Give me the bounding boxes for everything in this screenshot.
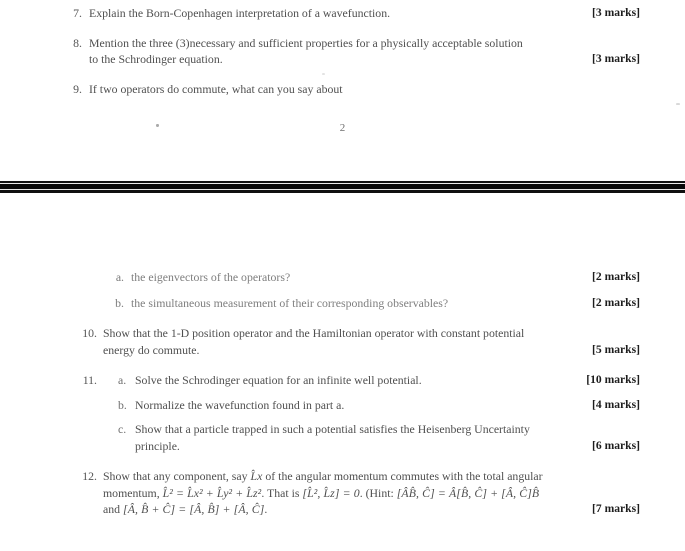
question-body-9: [89, 81, 640, 98]
scan-artifact-speck: [322, 73, 325, 75]
scanned-page-bottom: [0, 193, 685, 551]
question-body-7: [89, 5, 640, 22]
marks-label-11c: [6 marks]: [592, 438, 640, 452]
subpart-label-11a: a.: [118, 373, 127, 387]
question-text-12-line3: [103, 501, 640, 518]
marks-label-11b: [4 marks]: [592, 397, 640, 411]
subpart-text-11a: Solve the Schrodinger equation for an infinite well potential.: [135, 373, 422, 387]
math-expression-commutator-zero: [L̂², L̂z] = 0: [302, 485, 360, 500]
subpart-item-11a: [118, 372, 640, 389]
question-number-10: 10.: [82, 326, 97, 340]
question-text-12-line1-b: of the angular momentum commutes with the total angular: [265, 469, 543, 483]
subpart-label-9a: a.: [115, 270, 124, 284]
question-text-12-line2-c: . (Hint:: [359, 485, 394, 500]
subpart-label-11c: c.: [118, 422, 127, 436]
subpart-text-9a: the eigenvectors of the operators?: [131, 270, 291, 284]
question-text-7: Explain the Born-Copenhagen interpretation of a wavefunction.: [89, 6, 391, 20]
subpart-label-9b: b.: [115, 295, 124, 310]
question-text-12-line3-a: and: [103, 502, 121, 516]
question-item-9: [62, 81, 640, 98]
question-text-12-line1-a: Show that any component, say: [103, 469, 248, 483]
question-item-8: [62, 35, 640, 68]
question-text-12-line2-b: . That is: [261, 485, 300, 500]
scan-artifact-speck: [676, 103, 680, 105]
question-body-8: [89, 35, 640, 68]
marks-label-10: [5 marks]: [592, 342, 640, 356]
question-number-12: 12.: [82, 469, 97, 483]
question-item-11: [78, 372, 640, 454]
subpart-body-11a: [135, 372, 640, 389]
question-text-12-line1: [103, 468, 640, 485]
question-text-12-line3-b: .: [264, 502, 268, 516]
question-text-8-line2: to the Schrodinger equation.: [89, 52, 223, 66]
question-body-10: [103, 325, 640, 358]
subpart-body-9a: [131, 269, 640, 286]
question-body-12: [103, 468, 640, 518]
marks-label-12: [7 marks]: [592, 502, 640, 515]
subpart-item-9a: [115, 269, 640, 286]
subpart-text-9b: the simultaneous measurement of their corresponding observables?: [131, 295, 449, 310]
question-text-9: If two operators do commute, what can you say about: [89, 81, 343, 96]
subpart-text-11c-line2: principle.: [135, 438, 180, 453]
question-text-10-line1: Show that the 1-D position operator and the Hamiltonian operator with constant potential: [103, 326, 525, 340]
math-expression-hint-sum-rule: [Â, B̂ + Ĉ] = [Â, B̂] + [Â, Ĉ]: [123, 502, 265, 516]
marks-label-9b: [2 marks]: [592, 295, 640, 309]
scanned-page-top: [0, 0, 685, 181]
subpart-item-11c: [118, 421, 640, 454]
question-number-9: 9.: [73, 81, 82, 96]
question-number-7: 7.: [73, 6, 82, 20]
math-expression-hint-product-rule: [ÂB̂, Ĉ] = Â[B̂, Ĉ] + [Â, Ĉ]B̂: [396, 485, 540, 500]
continued-subpart-list: [115, 269, 640, 320]
question-item-7: [62, 5, 640, 22]
math-expression-lx: L̂x: [250, 469, 263, 483]
question-number-8: 8.: [73, 35, 82, 50]
question-list-bottom: [78, 325, 640, 532]
subpart-item-11b: [118, 397, 640, 414]
math-expression-l-squared: L̂² = L̂x² + L̂y² + L̂z²: [162, 485, 262, 500]
scan-artifact-speck: [156, 124, 159, 127]
marks-label-8: [3 marks]: [592, 52, 640, 65]
subpart-body-11b: [135, 397, 640, 414]
question-item-12: [78, 468, 640, 518]
subpart-text-11b: Normalize the wavefunction found in part a.: [135, 397, 345, 412]
question-text-12-line2: [103, 485, 640, 502]
question-text-8-line1: Mention the three (3)necessary and sufficient properties for a physically acceptable solution: [89, 35, 523, 50]
subpart-item-9b: [115, 295, 640, 312]
question-body-11: [118, 372, 640, 454]
subpart-text-11c-line1: Show that a particle trapped in such a potential satisfies the Heisenberg Uncertainty: [135, 422, 530, 436]
page-number: 2: [339, 122, 346, 134]
subpart-body-9b: [131, 295, 640, 312]
question-item-10: [78, 325, 640, 358]
subpart-label-11b: b.: [118, 397, 127, 412]
question-text-12-line2-a: momentum,: [103, 485, 160, 500]
scan-divider-band: [0, 181, 685, 193]
marks-label-9a: [2 marks]: [592, 270, 640, 283]
question-list-top: [62, 5, 640, 110]
question-number-11: 11.: [82, 373, 97, 387]
marks-label-11a: [10 marks]: [586, 373, 640, 386]
subpart-body-11c: [135, 421, 640, 454]
question-text-10-line2: energy do commute.: [103, 342, 200, 357]
marks-label-7: [3 marks]: [592, 6, 640, 19]
